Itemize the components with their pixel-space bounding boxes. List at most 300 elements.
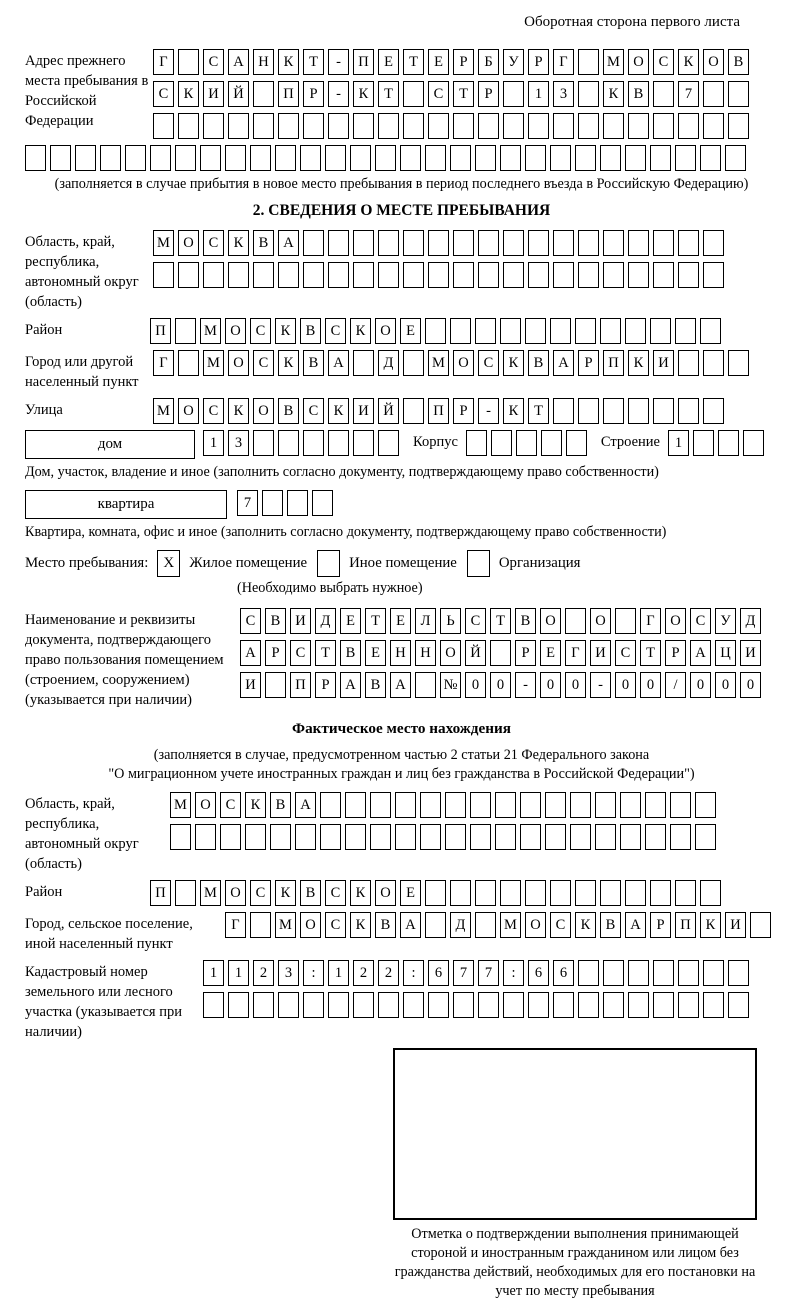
char-cell — [428, 262, 449, 288]
char-cell — [553, 262, 574, 288]
char-cell — [528, 262, 549, 288]
char-cell: О — [453, 350, 474, 376]
ownership-doc-row-1 — [240, 608, 761, 634]
char-cell — [228, 992, 249, 1018]
char-cell — [503, 262, 524, 288]
char-cell: 0 — [490, 672, 511, 698]
char-cell — [428, 230, 449, 256]
char-cell: 7 — [237, 490, 258, 516]
char-cell — [678, 960, 699, 986]
char-cell — [328, 430, 349, 456]
char-cell: К — [178, 81, 199, 107]
char-cell — [678, 992, 699, 1018]
char-cell — [150, 145, 171, 171]
char-cell — [175, 145, 196, 171]
char-cell — [225, 145, 246, 171]
char-cell — [650, 880, 671, 906]
char-cell — [375, 145, 396, 171]
char-cell: С — [325, 880, 346, 906]
char-cell — [470, 792, 491, 818]
char-cell: : — [303, 960, 324, 986]
char-cell — [250, 912, 271, 938]
char-cell: С — [220, 792, 241, 818]
char-cell: И — [740, 640, 761, 666]
actual-location-title: Фактическое место нахождения — [292, 720, 511, 737]
house-number-row — [203, 430, 399, 456]
actual-region-field — [25, 792, 778, 874]
char-cell — [353, 430, 374, 456]
char-cell — [320, 792, 341, 818]
char-cell: К — [503, 350, 524, 376]
char-cell: Д — [740, 608, 761, 634]
char-cell — [650, 318, 671, 344]
char-cell — [303, 113, 324, 139]
char-cell — [578, 230, 599, 256]
char-cell — [328, 230, 349, 256]
char-cell — [703, 262, 724, 288]
char-cell: К — [278, 49, 299, 75]
char-cell: М — [170, 792, 191, 818]
char-cell: Е — [428, 49, 449, 75]
char-cell: 2 — [253, 960, 274, 986]
char-cell: Й — [465, 640, 486, 666]
char-cell — [566, 430, 587, 456]
char-cell: О — [628, 49, 649, 75]
char-cell — [528, 992, 549, 1018]
char-cell: В — [278, 398, 299, 424]
actual-district-row — [150, 880, 721, 906]
section2-title: 2. СВЕДЕНИЯ О МЕСТЕ ПРЕБЫВАНИЯ — [252, 202, 551, 219]
char-cell: П — [290, 672, 311, 698]
char-cell — [478, 262, 499, 288]
char-cell: 2 — [378, 960, 399, 986]
char-cell: М — [203, 350, 224, 376]
char-cell: В — [728, 49, 749, 75]
char-cell — [478, 992, 499, 1018]
char-cell — [678, 398, 699, 424]
char-cell — [678, 262, 699, 288]
char-cell — [653, 262, 674, 288]
char-cell: А — [400, 912, 421, 938]
char-cell — [425, 880, 446, 906]
char-cell — [728, 350, 749, 376]
char-cell — [428, 992, 449, 1018]
char-cell: 6 — [553, 960, 574, 986]
char-cell: Т — [453, 81, 474, 107]
char-cell: В — [265, 608, 286, 634]
char-cell: 1 — [528, 81, 549, 107]
char-cell: С — [690, 608, 711, 634]
char-cell — [378, 430, 399, 456]
char-cell: 7 — [453, 960, 474, 986]
street-field — [25, 398, 778, 424]
char-cell: А — [240, 640, 261, 666]
char-cell: Т — [528, 398, 549, 424]
char-cell: Д — [315, 608, 336, 634]
prev-address-note: (заполняется в случае прибытия в новое место пребывания в период последнего въезда в Российскую Федерацию) — [54, 176, 749, 192]
char-cell — [425, 318, 446, 344]
char-cell: С — [550, 912, 571, 938]
char-cell: П — [675, 912, 696, 938]
char-cell: 7 — [678, 81, 699, 107]
char-cell: К — [678, 49, 699, 75]
char-cell: И — [240, 672, 261, 698]
char-cell: 0 — [640, 672, 661, 698]
house-row — [25, 430, 778, 459]
char-cell — [528, 113, 549, 139]
char-cell: С — [325, 318, 346, 344]
char-cell: Й — [228, 81, 249, 107]
char-cell — [718, 430, 739, 456]
char-cell: А — [340, 672, 361, 698]
char-cell — [628, 113, 649, 139]
char-cell — [253, 430, 274, 456]
char-cell — [228, 262, 249, 288]
char-cell: К — [353, 81, 374, 107]
char-cell — [253, 992, 274, 1018]
actual-location-note — [25, 746, 778, 784]
char-cell — [645, 824, 666, 850]
char-cell — [516, 430, 537, 456]
char-cell — [466, 430, 487, 456]
stamp-block — [393, 1048, 759, 1301]
prev-address-row-2 — [153, 81, 749, 107]
char-cell — [378, 992, 399, 1018]
char-cell: С — [615, 640, 636, 666]
char-cell: Е — [390, 608, 411, 634]
char-cell: О — [225, 318, 246, 344]
char-cell: 6 — [528, 960, 549, 986]
char-cell: К — [328, 398, 349, 424]
city-row — [153, 350, 749, 376]
char-cell: С — [303, 398, 324, 424]
char-cell — [703, 960, 724, 986]
char-cell — [525, 145, 546, 171]
char-cell — [328, 113, 349, 139]
char-cell — [328, 262, 349, 288]
house-box-label: дом — [25, 430, 195, 459]
char-cell: И — [653, 350, 674, 376]
char-cell: Т — [303, 49, 324, 75]
char-cell — [553, 230, 574, 256]
actual-region-row-1 — [170, 792, 716, 818]
char-cell — [50, 145, 71, 171]
char-cell — [275, 145, 296, 171]
stroenie-row — [668, 430, 764, 456]
char-cell: В — [600, 912, 621, 938]
prev-address-label: Адрес прежнего места пребывания в Российской Федерации — [25, 53, 149, 129]
char-cell: Т — [315, 640, 336, 666]
char-cell — [653, 992, 674, 1018]
char-cell: М — [603, 49, 624, 75]
char-cell — [200, 145, 221, 171]
char-cell: О — [540, 608, 561, 634]
char-cell — [520, 824, 541, 850]
char-cell: Г — [553, 49, 574, 75]
char-cell — [320, 824, 341, 850]
char-cell: О — [440, 640, 461, 666]
char-cell: Г — [565, 640, 586, 666]
char-cell: Р — [478, 81, 499, 107]
prev-address-row-1 — [153, 49, 749, 75]
char-cell — [178, 49, 199, 75]
char-cell — [728, 992, 749, 1018]
char-cell — [428, 113, 449, 139]
char-cell — [203, 262, 224, 288]
char-cell — [603, 398, 624, 424]
char-cell: О — [300, 912, 321, 938]
actual-note-line-1: (заполняется в случае, предусмотренном частью 2 статьи 21 Федерального закона — [153, 747, 650, 763]
char-cell — [175, 318, 196, 344]
char-cell — [491, 430, 512, 456]
char-cell — [253, 113, 274, 139]
char-cell — [675, 145, 696, 171]
char-cell: А — [295, 792, 316, 818]
char-cell — [475, 145, 496, 171]
char-cell — [500, 880, 521, 906]
other-premises-label: Иное помещение — [349, 555, 457, 571]
char-cell: - — [515, 672, 536, 698]
cadastre-row-1 — [203, 960, 749, 986]
char-cell — [253, 262, 274, 288]
char-cell: Ц — [715, 640, 736, 666]
char-cell: Л — [415, 608, 436, 634]
apartment-note: Квартира, комната, офис и иное (заполнить согласно документу, подтверждающему право собственности) — [25, 524, 667, 540]
char-cell — [450, 145, 471, 171]
char-cell — [170, 824, 191, 850]
char-cell — [600, 145, 621, 171]
actual-district-field — [25, 880, 778, 906]
char-cell: Е — [540, 640, 561, 666]
confirmation-stamp-box — [393, 1048, 757, 1220]
char-cell — [528, 230, 549, 256]
char-cell: К — [603, 81, 624, 107]
stay-type-label: Место пребывания: — [25, 555, 149, 571]
residential-label: Жилое помещение — [189, 555, 308, 571]
char-cell: В — [300, 318, 321, 344]
apartment-row — [25, 490, 778, 519]
char-cell — [478, 230, 499, 256]
char-cell — [445, 792, 466, 818]
char-cell: П — [150, 318, 171, 344]
prev-address-row-4 — [25, 145, 778, 171]
char-cell: А — [228, 49, 249, 75]
char-cell — [370, 824, 391, 850]
ownership-doc-label: Наименование и реквизиты документа, подтверждающего право пользования помещением (строением, сооружением) (указывается при наличии) — [25, 612, 224, 708]
region-label: Область, край, республика, автономный округ (область) — [25, 234, 139, 310]
char-cell — [578, 398, 599, 424]
char-cell — [678, 350, 699, 376]
char-cell — [178, 113, 199, 139]
char-cell — [503, 81, 524, 107]
char-cell — [750, 912, 771, 938]
char-cell — [378, 262, 399, 288]
char-cell: С — [203, 230, 224, 256]
char-cell: Р — [578, 350, 599, 376]
char-cell: К — [628, 350, 649, 376]
char-cell — [453, 262, 474, 288]
char-cell — [670, 824, 691, 850]
char-cell: А — [390, 672, 411, 698]
char-cell: Т — [490, 608, 511, 634]
char-cell: А — [278, 230, 299, 256]
char-cell — [403, 113, 424, 139]
char-cell: Г — [153, 49, 174, 75]
actual-city-row — [225, 912, 771, 938]
char-cell — [525, 880, 546, 906]
char-cell — [453, 113, 474, 139]
char-cell: С — [428, 81, 449, 107]
district-label: Район — [25, 322, 63, 338]
char-cell — [620, 824, 641, 850]
char-cell: К — [275, 318, 296, 344]
char-cell: В — [528, 350, 549, 376]
char-cell — [628, 262, 649, 288]
char-cell — [262, 490, 283, 516]
char-cell: Р — [453, 49, 474, 75]
char-cell: - — [590, 672, 611, 698]
actual-city-field — [25, 912, 778, 954]
char-cell — [490, 640, 511, 666]
char-cell — [475, 318, 496, 344]
organization-label: Организация — [498, 555, 581, 571]
char-cell: А — [690, 640, 711, 666]
char-cell — [625, 145, 646, 171]
char-cell — [600, 880, 621, 906]
cadastre-field — [25, 960, 778, 1042]
char-cell — [403, 262, 424, 288]
char-cell: К — [700, 912, 721, 938]
char-cell — [603, 230, 624, 256]
char-cell: П — [428, 398, 449, 424]
char-cell: К — [575, 912, 596, 938]
char-cell: С — [250, 318, 271, 344]
char-cell — [653, 230, 674, 256]
char-cell: 0 — [465, 672, 486, 698]
char-cell — [153, 262, 174, 288]
char-cell — [403, 81, 424, 107]
char-cell — [725, 145, 746, 171]
char-cell — [228, 113, 249, 139]
char-cell: 0 — [740, 672, 761, 698]
char-cell — [565, 608, 586, 634]
char-cell — [553, 398, 574, 424]
char-cell: С — [203, 49, 224, 75]
char-cell — [703, 113, 724, 139]
char-cell — [287, 490, 308, 516]
char-cell — [420, 792, 441, 818]
char-cell — [703, 81, 724, 107]
char-cell: 3 — [553, 81, 574, 107]
char-cell — [250, 145, 271, 171]
char-cell: С — [325, 912, 346, 938]
char-cell: С — [290, 640, 311, 666]
char-cell — [495, 792, 516, 818]
char-cell: О — [253, 398, 274, 424]
char-cell — [345, 824, 366, 850]
district-field — [25, 318, 778, 344]
char-cell: К — [275, 880, 296, 906]
char-cell — [350, 145, 371, 171]
actual-district-label: Район — [25, 884, 63, 900]
char-cell: Г — [640, 608, 661, 634]
prev-address-row-3 — [153, 113, 749, 139]
stay-choose-note: (Необходимо выбрать нужное) — [237, 580, 423, 596]
char-cell — [378, 113, 399, 139]
char-cell — [175, 880, 196, 906]
char-cell: В — [375, 912, 396, 938]
char-cell: 3 — [228, 430, 249, 456]
char-cell: Д — [450, 912, 471, 938]
char-cell: А — [328, 350, 349, 376]
char-cell — [403, 992, 424, 1018]
char-cell — [578, 992, 599, 1018]
char-cell — [653, 398, 674, 424]
prev-address-grid — [153, 49, 749, 139]
char-cell: М — [275, 912, 296, 938]
char-cell: 7 — [478, 960, 499, 986]
char-cell — [203, 992, 224, 1018]
char-cell — [670, 792, 691, 818]
char-cell — [575, 880, 596, 906]
char-cell: И — [353, 398, 374, 424]
char-cell — [553, 992, 574, 1018]
char-cell — [345, 792, 366, 818]
char-cell — [75, 145, 96, 171]
char-cell — [650, 145, 671, 171]
char-cell: С — [253, 350, 274, 376]
char-cell: № — [440, 672, 461, 698]
char-cell — [178, 350, 199, 376]
char-cell — [25, 145, 46, 171]
city-label: Город или другой населенный пункт — [25, 354, 139, 390]
char-cell — [703, 230, 724, 256]
char-cell — [570, 824, 591, 850]
korpus-label: Корпус — [413, 434, 458, 450]
char-cell: К — [228, 398, 249, 424]
char-cell — [500, 318, 521, 344]
char-cell: Ь — [440, 608, 461, 634]
char-cell: О — [195, 792, 216, 818]
char-cell — [378, 230, 399, 256]
char-cell — [693, 430, 714, 456]
char-cell: М — [428, 350, 449, 376]
char-cell — [265, 672, 286, 698]
char-cell: С — [478, 350, 499, 376]
char-cell: Н — [390, 640, 411, 666]
char-cell — [420, 824, 441, 850]
char-cell — [628, 960, 649, 986]
char-cell — [675, 318, 696, 344]
char-cell — [403, 230, 424, 256]
char-cell — [270, 824, 291, 850]
char-cell — [728, 113, 749, 139]
char-cell: К — [503, 398, 524, 424]
char-cell — [695, 792, 716, 818]
char-cell — [453, 992, 474, 1018]
char-cell: 6 — [428, 960, 449, 986]
region-field — [25, 230, 778, 312]
char-cell — [628, 230, 649, 256]
actual-city-label: Город, сельское поселение, иной населенный пункт — [25, 916, 193, 952]
apartment-box-label: квартира — [25, 490, 227, 519]
char-cell: В — [365, 672, 386, 698]
char-cell: У — [503, 49, 524, 75]
char-cell — [595, 824, 616, 850]
char-cell: 2 — [353, 960, 374, 986]
char-cell — [445, 824, 466, 850]
char-cell — [253, 81, 274, 107]
